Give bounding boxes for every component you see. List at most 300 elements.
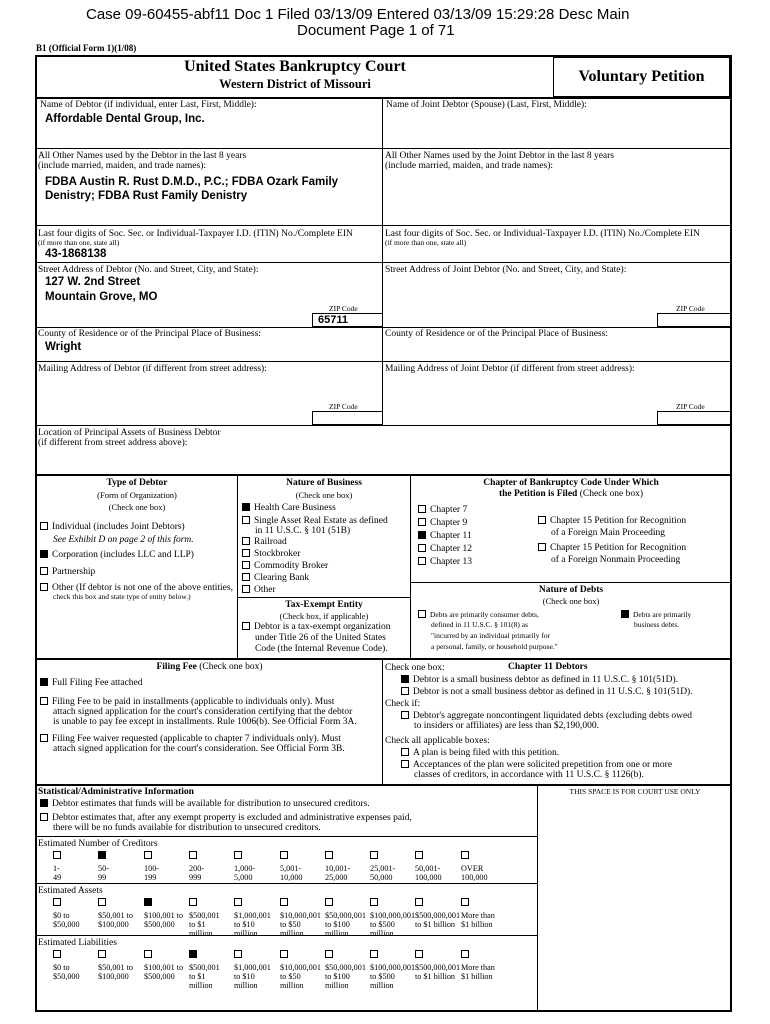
creditors-range-text: 25,000: [325, 873, 348, 882]
assets-range-text: to $100: [325, 920, 350, 929]
funds-available-option[interactable]: [40, 799, 370, 810]
funds-available-checkbox[interactable]: [40, 799, 48, 807]
railroad-option[interactable]: [242, 537, 287, 548]
corporation-checkbox[interactable]: [40, 550, 48, 558]
assets-option[interactable]: [325, 898, 366, 938]
liabilities-option[interactable]: [280, 950, 321, 990]
chapter12-checkbox[interactable]: [418, 544, 426, 552]
type-of-debtor-sub1: (Form of Organization): [97, 490, 177, 500]
commodity-option[interactable]: [242, 561, 328, 572]
row-divider-4: [36, 327, 731, 328]
creditors-option[interactable]: [234, 851, 255, 882]
creditors-option[interactable]: [415, 851, 442, 882]
individual-checkbox[interactable]: [40, 522, 48, 530]
liabilities-range-text: to $100: [325, 972, 350, 981]
row-divider-5: [36, 361, 731, 362]
liabilities-range-text: $100,001 to: [144, 963, 184, 972]
assets-range-text: $50,001 to: [98, 911, 134, 920]
assets-range-text: $50,000,001: [325, 911, 366, 920]
consumer-debts-line3: "incurred by an individual primarily for: [431, 631, 551, 640]
creditors-range-text: 999: [189, 873, 202, 882]
health-care-label: Health Care Business: [254, 503, 336, 513]
filing-fee-title-main: Filing Fee: [156, 662, 197, 672]
chapter9-label: Chapter 9: [430, 518, 468, 528]
assets-range-text: $100,001 to: [144, 911, 184, 920]
full-fee-option[interactable]: [40, 678, 143, 689]
joint-mailing-zip-label: ZIP Code: [676, 402, 705, 411]
row-divider-1: [36, 148, 731, 149]
liabilities-checkbox[interactable]: [98, 950, 106, 958]
liabilities-checkbox[interactable]: [415, 950, 423, 958]
liabilities-range-text: to $50: [280, 972, 301, 981]
liabilities-range-text: million: [280, 981, 304, 990]
assets-checkbox[interactable]: [370, 898, 378, 906]
liabilities-range-text: $1 billion: [461, 972, 493, 981]
debtor-other-names-label1: All Other Names used by the Debtor in the last 8 years: [38, 151, 247, 161]
consumer-debts-checkbox[interactable]: [418, 610, 426, 618]
other-entity-label2: check this box and state type of entity below.): [53, 592, 191, 601]
chapter13-option[interactable]: [418, 557, 472, 568]
joint-street-label: Street Address of Joint Debtor (No. and Street, City, and State):: [385, 265, 627, 275]
row-divider-6: [36, 425, 731, 426]
plan-filed-option[interactable]: [401, 748, 559, 759]
assets-range-text: to $500: [370, 920, 395, 929]
chapter11-debtors-title: Chapter 11 Debtors: [508, 662, 588, 672]
creditors-range-text: 50-: [98, 864, 109, 873]
assets-range-text: to $1 billion: [415, 920, 456, 929]
no-funds-option[interactable]: [40, 813, 412, 824]
no-funds-line1: Debtor estimates that, after any exempt property is excluded and administrative expenses paid,: [52, 813, 412, 823]
individual-option[interactable]: [40, 522, 185, 533]
individual-label: Individual (includes Joint Debtors): [52, 522, 185, 532]
chapter12-option[interactable]: [418, 544, 472, 555]
small-business-option[interactable]: [401, 675, 678, 686]
small-business-label: Debtor is a small business debtor as defined in 11 U.S.C. § 101(51D).: [413, 675, 679, 685]
single-asset-label1: Single Asset Real Estate as defined: [254, 516, 388, 526]
joint-zip-box: [657, 313, 731, 327]
chapter9-option[interactable]: [418, 518, 467, 529]
nature-of-business-title: Nature of Business: [286, 478, 362, 488]
full-fee-label: Full Filing Fee attached: [52, 678, 143, 688]
debtor-mailing-zip-box: [312, 411, 383, 425]
chapter11-check-all: Check all applicable boxes:: [385, 736, 490, 746]
tax-exempt-sub: (Check box, if applicable): [279, 611, 369, 621]
creditors-checkbox[interactable]: [415, 851, 423, 859]
court-district: Western District of Missouri: [219, 77, 371, 91]
assets-checkbox[interactable]: [280, 898, 288, 906]
nature-chapter-divider: [410, 475, 411, 658]
assets-range-text: to $50: [280, 920, 301, 929]
debtor-mailing-zip-label: ZIP Code: [329, 402, 358, 411]
assets-range-text: million: [370, 929, 394, 938]
individual-note: See Exhibit D on page 2 of this form.: [53, 535, 194, 545]
creditors-option[interactable]: [370, 851, 395, 882]
business-debts-line1: Debts are primarily: [633, 610, 692, 619]
railroad-checkbox[interactable]: [242, 537, 250, 545]
chapter11-check-if: Check if:: [385, 699, 421, 709]
stats-divider-2: [36, 883, 537, 884]
aggregate-debts-checkbox[interactable]: [401, 711, 409, 719]
creditors-range-text: 199: [144, 873, 157, 882]
creditors-label: Estimated Number of Creditors: [38, 839, 158, 849]
liabilities-range-text: million: [189, 981, 213, 990]
liabilities-range-text: $500,001: [189, 963, 220, 972]
health-care-checkbox[interactable]: [242, 503, 250, 511]
acceptances-line2: classes of creditors, in accordance with 11 U.S.C. § 1126(b).: [414, 770, 644, 780]
assets-option[interactable]: [280, 898, 321, 938]
chapter-title2-main: the Petition is Filed: [498, 489, 578, 499]
waiver-option[interactable]: [40, 734, 341, 745]
liabilities-range-text: to $1 billion: [415, 972, 456, 981]
funds-available-label: Debtor estimates that funds will be available for distribution to unsecured creditors.: [52, 799, 370, 809]
consumer-debts-line4: a personal, family, or household purpose.": [431, 642, 558, 651]
creditors-range-text: 200-: [189, 864, 205, 873]
other-business-option[interactable]: [242, 585, 276, 596]
liabilities-checkbox[interactable]: [370, 950, 378, 958]
assets-option[interactable]: [234, 898, 271, 938]
assets-checkbox[interactable]: [461, 898, 469, 906]
creditors-checkbox[interactable]: [144, 851, 152, 859]
row-divider-2: [36, 225, 731, 226]
assets-option[interactable]: [370, 898, 415, 938]
debtor-county: Wright: [45, 341, 82, 353]
creditors-option[interactable]: [144, 851, 159, 882]
liabilities-checkbox[interactable]: [144, 950, 152, 958]
aggregate-debts-line2: to insiders or affiliates) are less than $2,190,000.: [414, 721, 600, 731]
partnership-option[interactable]: [40, 567, 95, 578]
other-business-label: Other: [254, 585, 276, 595]
assets-range-text: $500,001: [189, 911, 220, 920]
creditors-checkbox[interactable]: [325, 851, 333, 859]
commodity-label: Commodity Broker: [254, 561, 329, 571]
assets-option[interactable]: [144, 898, 183, 929]
assets-checkbox[interactable]: [98, 898, 106, 906]
chapter15-nonmain-option[interactable]: [538, 543, 686, 554]
waiver-line1: Filing Fee waiver requested (applicable to chapter 7 individuals only). Must: [52, 734, 341, 744]
joint-zip-label: ZIP Code: [676, 304, 705, 313]
debtor-zip: 65711: [318, 314, 348, 326]
chapter11-option[interactable]: [418, 531, 472, 542]
creditors-checkbox[interactable]: [189, 851, 197, 859]
liabilities-checkbox[interactable]: [461, 950, 469, 958]
liabilities-label: Estimated Liabilities: [38, 938, 117, 948]
debtor-column-divider: [382, 97, 383, 425]
assets-range-text: million: [325, 929, 349, 938]
clearing-bank-option[interactable]: [242, 573, 309, 584]
installments-checkbox[interactable]: [40, 697, 48, 705]
liabilities-range-text: $10,000,001: [280, 963, 321, 972]
assets-range-text: million: [234, 929, 258, 938]
liabilities-range-text: to $500: [370, 972, 395, 981]
chapter11-label: Chapter 11: [430, 531, 472, 541]
court-use-only: THIS SPACE IS FOR COURT USE ONLY: [569, 787, 701, 796]
row-divider-7: [36, 474, 731, 476]
single-asset-checkbox[interactable]: [242, 516, 250, 524]
assets-label: Estimated Assets: [38, 886, 103, 896]
location-label1: Location of Principal Assets of Business Debtor: [38, 428, 221, 438]
liabilities-range-text: $50,000: [53, 972, 80, 981]
joint-other-names-label2: (include married, maiden, and trade names):: [385, 161, 554, 171]
single-asset-option[interactable]: [242, 516, 388, 527]
tax-exempt-option[interactable]: [242, 622, 390, 633]
stats-divider-1: [36, 836, 537, 837]
liabilities-range-text: million: [325, 981, 349, 990]
debtor-street-2: Mountain Grove, MO: [45, 291, 158, 303]
filing-fee-title-sub: (Check one box): [199, 662, 263, 672]
tax-exempt-title: Tax-Exempt Entity: [285, 600, 363, 610]
chapter7-option[interactable]: [418, 505, 467, 516]
liabilities-range-text: $500,000,001: [415, 963, 461, 972]
liabilities-range-text: $100,000,001: [370, 963, 416, 972]
plan-filed-checkbox[interactable]: [401, 748, 409, 756]
chapter11-checkbox[interactable]: [418, 531, 426, 539]
stockbroker-checkbox[interactable]: [242, 549, 250, 557]
nature-of-debts-sub: (Check one box): [542, 596, 600, 606]
creditors-range-text: 100,000: [415, 873, 442, 882]
joint-county-label: County of Residence or of the Principal Place of Business:: [385, 329, 608, 339]
clearing-bank-label: Clearing Bank: [254, 573, 310, 583]
liabilities-range-text: million: [370, 981, 394, 990]
liabilities-option[interactable]: [98, 950, 133, 981]
case-header-line1: Case 09-60455-abf11 Doc 1 Filed 03/13/09 Entered 03/13/09 15:29:28 Desc Main: [86, 6, 630, 23]
acceptances-checkbox[interactable]: [401, 760, 409, 768]
installments-line2: attach signed application for the court's consideration certifying that the debtor: [53, 707, 353, 717]
creditors-option[interactable]: [280, 851, 303, 882]
chapter15-nonmain-checkbox[interactable]: [538, 543, 546, 551]
assets-option[interactable]: [189, 898, 220, 938]
assets-checkbox[interactable]: [53, 898, 61, 906]
creditors-range-text: 50,000: [370, 873, 393, 882]
creditors-checkbox[interactable]: [280, 851, 288, 859]
creditors-range-text: 5,000: [234, 873, 253, 882]
filing-fee-title: [37, 662, 382, 673]
chapter15-main-checkbox[interactable]: [538, 516, 546, 524]
liabilities-range-text: $0 to: [53, 963, 70, 972]
row-divider-9: [36, 784, 731, 786]
chapter7-checkbox[interactable]: [418, 505, 426, 513]
tax-exempt-line3: Code (the Internal Revenue Code).: [255, 644, 388, 654]
creditors-range-text: 1-: [53, 864, 60, 873]
location-label2: (if different from street address above):: [38, 438, 188, 448]
not-small-business-checkbox[interactable]: [401, 687, 409, 695]
nature-of-debts-title: Nature of Debts: [538, 585, 604, 595]
liabilities-checkbox[interactable]: [234, 950, 242, 958]
chapter-title2-sub: (Check one box): [579, 489, 644, 499]
business-debts-line2: business debts.: [634, 620, 679, 629]
creditors-range-text: 100,000: [461, 873, 488, 882]
stockbroker-option[interactable]: [242, 549, 300, 560]
creditors-checkbox[interactable]: [98, 851, 106, 859]
assets-checkbox[interactable]: [415, 898, 423, 906]
assets-checkbox[interactable]: [144, 898, 152, 906]
chapter11-check-one: Check one box:: [385, 663, 445, 673]
creditors-range-text: 1,000-: [234, 864, 256, 873]
creditors-option[interactable]: [325, 851, 350, 882]
joint-ssn-note: (if more than one, state all): [385, 238, 467, 247]
tax-exempt-line1: Debtor is a tax-exempt organization: [254, 622, 391, 632]
assets-checkbox[interactable]: [189, 898, 197, 906]
stats-divider-3: [36, 935, 537, 936]
debtor-name-label: Name of Debtor (if individual, enter Last, First, Middle):: [40, 100, 257, 110]
joint-name-label: Name of Joint Debtor (Spouse) (Last, First, Middle):: [386, 100, 587, 110]
assets-range-text: $100,000,001: [370, 911, 416, 920]
assets-option[interactable]: [461, 898, 495, 929]
health-care-option[interactable]: [242, 503, 336, 514]
liabilities-option[interactable]: [144, 950, 183, 981]
liabilities-option[interactable]: [189, 950, 220, 990]
liabilities-range-text: $100,000: [98, 972, 129, 981]
chapter-title1: Chapter of Bankruptcy Code Under Which: [483, 478, 659, 488]
chapter12-label: Chapter 12: [430, 544, 472, 554]
no-funds-line2: there will be no funds available for distribution to unsecured creditors.: [53, 823, 321, 833]
creditors-option[interactable]: [53, 851, 61, 882]
assets-range-text: million: [280, 929, 304, 938]
chapter9-checkbox[interactable]: [418, 518, 426, 526]
liabilities-range-text: $50,000,001: [325, 963, 366, 972]
case-header-line2: Document Page 1 of 71: [297, 22, 455, 39]
creditors-option[interactable]: [189, 851, 204, 882]
creditors-checkbox[interactable]: [370, 851, 378, 859]
liabilities-checkbox[interactable]: [189, 950, 197, 958]
chapter13-checkbox[interactable]: [418, 557, 426, 565]
chapter15-nonmain-label1: Chapter 15 Petition for Recognition: [550, 543, 687, 553]
plan-filed-label: A plan is being filed with this petition.: [413, 748, 560, 758]
stats-title: Statistical/Administrative Information: [38, 787, 194, 797]
liabilities-checkbox[interactable]: [280, 950, 288, 958]
creditors-option[interactable]: [461, 851, 488, 882]
liabilities-range-text: $1,000,001: [234, 963, 271, 972]
liabilities-option[interactable]: [234, 950, 271, 990]
liabilities-option[interactable]: [53, 950, 80, 981]
chapter15-main-option[interactable]: [538, 516, 686, 527]
court-use-divider: [537, 785, 538, 1011]
waiver-checkbox[interactable]: [40, 734, 48, 742]
creditors-checkbox[interactable]: [461, 851, 469, 859]
debtor-ssn-label: Last four digits of Soc. Sec. or Individual-Taxpayer I.D. (ITIN) No./Complete EIN: [38, 229, 353, 239]
creditors-range-text: 50,001-: [415, 864, 441, 873]
clearing-bank-checkbox[interactable]: [242, 573, 250, 581]
assets-range-text: $100,000: [98, 920, 129, 929]
joint-ssn-label: Last four digits of Soc. Sec. or Individual-Taxpayer I.D. (ITIN) No./Complete EIN: [385, 229, 700, 239]
chapter7-label: Chapter 7: [430, 505, 468, 515]
voluntary-petition: Voluntary Petition: [578, 68, 705, 85]
acceptances-line1: Acceptances of the plan were solicited prepetition from one or more: [413, 760, 673, 770]
creditors-range-text: 5,001-: [280, 864, 302, 873]
commodity-checkbox[interactable]: [242, 561, 250, 569]
partnership-checkbox[interactable]: [40, 567, 48, 575]
assets-range-text: $1 billion: [461, 920, 493, 929]
creditors-range-text: OVER: [461, 864, 484, 873]
corporation-option[interactable]: [40, 550, 194, 561]
railroad-label: Railroad: [254, 537, 287, 547]
court-title: United States Bankruptcy Court: [184, 58, 406, 75]
assets-range-text: to $1: [189, 920, 206, 929]
creditors-range-text: 99: [98, 873, 107, 882]
joint-other-names-label1: All Other Names used by the Joint Debtor in the last 8 years: [385, 151, 615, 161]
liabilities-option[interactable]: [325, 950, 366, 990]
liabilities-range-text: $500,000: [144, 972, 175, 981]
no-funds-checkbox[interactable]: [40, 813, 48, 821]
liabilities-range-text: More than: [461, 963, 495, 972]
tax-exempt-divider: [238, 597, 410, 598]
assets-option[interactable]: [98, 898, 133, 929]
debtor-ssn-note: (if more than one, state all): [38, 238, 120, 247]
chapter13-label: Chapter 13: [430, 557, 472, 567]
full-fee-checkbox[interactable]: [40, 678, 48, 686]
fee-chapter11-divider: [382, 659, 383, 785]
creditors-range-text: 25,001-: [370, 864, 396, 873]
chapter15-nonmain-label2: of a Foreign Nonmain Proceeding: [551, 555, 681, 565]
assets-checkbox[interactable]: [325, 898, 333, 906]
small-business-checkbox[interactable]: [401, 675, 409, 683]
partnership-label: Partnership: [52, 567, 96, 577]
assets-option[interactable]: [53, 898, 80, 929]
debtor-name: Affordable Dental Group, Inc.: [45, 113, 205, 125]
installments-option[interactable]: [40, 697, 334, 708]
assets-checkbox[interactable]: [234, 898, 242, 906]
assets-range-text: $50,000: [53, 920, 80, 929]
assets-range-text: million: [189, 929, 213, 938]
installments-line3: is unable to pay fee except in installments. Rule 1006(b). See Official Form 3A.: [53, 717, 357, 727]
creditors-checkbox[interactable]: [53, 851, 61, 859]
not-small-business-option[interactable]: [401, 687, 693, 698]
row-divider-8: [36, 658, 731, 660]
assets-range-text: $1,000,001: [234, 911, 271, 920]
liabilities-range-text: to $1: [189, 972, 206, 981]
debtor-street-label: Street Address of Debtor (No. and Street, City, and State):: [38, 265, 259, 275]
joint-mailing-zip-box: [657, 411, 731, 425]
creditors-range-text: 100-: [144, 864, 160, 873]
assets-option[interactable]: [415, 898, 460, 929]
single-asset-label2: in 11 U.S.C. § 101 (51B): [255, 526, 351, 536]
creditors-checkbox[interactable]: [234, 851, 242, 859]
type-of-debtor-title: Type of Debtor: [106, 478, 168, 488]
debtor-other-names-1: FDBA Austin R. Rust D.M.D., P.C.; FDBA Ozark Family: [45, 176, 339, 188]
liabilities-range-text: to $10: [234, 972, 255, 981]
other-entity-checkbox[interactable]: [40, 583, 48, 591]
assets-range-text: $0 to: [53, 911, 70, 920]
liabilities-checkbox[interactable]: [325, 950, 333, 958]
tax-exempt-checkbox[interactable]: [242, 622, 250, 630]
chapter15-main-label1: Chapter 15 Petition for Recognition: [550, 516, 687, 526]
liabilities-option[interactable]: [415, 950, 460, 981]
liabilities-option[interactable]: [461, 950, 495, 981]
consumer-debts-line1: Debts are primarily consumer debts,: [430, 610, 539, 619]
assets-range-text: $500,000: [144, 920, 175, 929]
corporation-label: Corporation (includes LLC and LLP): [52, 550, 194, 560]
aggregate-debts-line1: Debtor's aggregate noncontingent liquidated debts (excluding debts owed: [413, 711, 692, 721]
assets-range-text: $10,000,001: [280, 911, 321, 920]
debtor-other-names-label2: (include married, maiden, and trade names):: [38, 161, 207, 171]
liabilities-range-text: $50,001 to: [98, 963, 134, 972]
chapter15-main-label2: of a Foreign Main Proceeding: [551, 528, 665, 538]
creditors-option[interactable]: [98, 851, 109, 882]
creditors-range-text: 10,000: [280, 873, 303, 882]
assets-range-text: $500,000,001: [415, 911, 461, 920]
liabilities-checkbox[interactable]: [53, 950, 61, 958]
business-debts-option[interactable]: [621, 610, 691, 620]
liabilities-option[interactable]: [370, 950, 415, 990]
installments-line1: Filing Fee to be paid in installments (applicable to individuals only). Must: [52, 697, 335, 707]
liabilities-range-text: million: [234, 981, 258, 990]
nature-of-debts-divider: [411, 582, 731, 583]
aggregate-debts-option[interactable]: [401, 711, 692, 722]
creditors-range-text: 10,001-: [325, 864, 351, 873]
other-business-checkbox[interactable]: [242, 585, 250, 593]
acceptances-option[interactable]: [401, 760, 672, 771]
business-debts-checkbox[interactable]: [621, 610, 629, 618]
consumer-debts-option[interactable]: [418, 610, 539, 620]
